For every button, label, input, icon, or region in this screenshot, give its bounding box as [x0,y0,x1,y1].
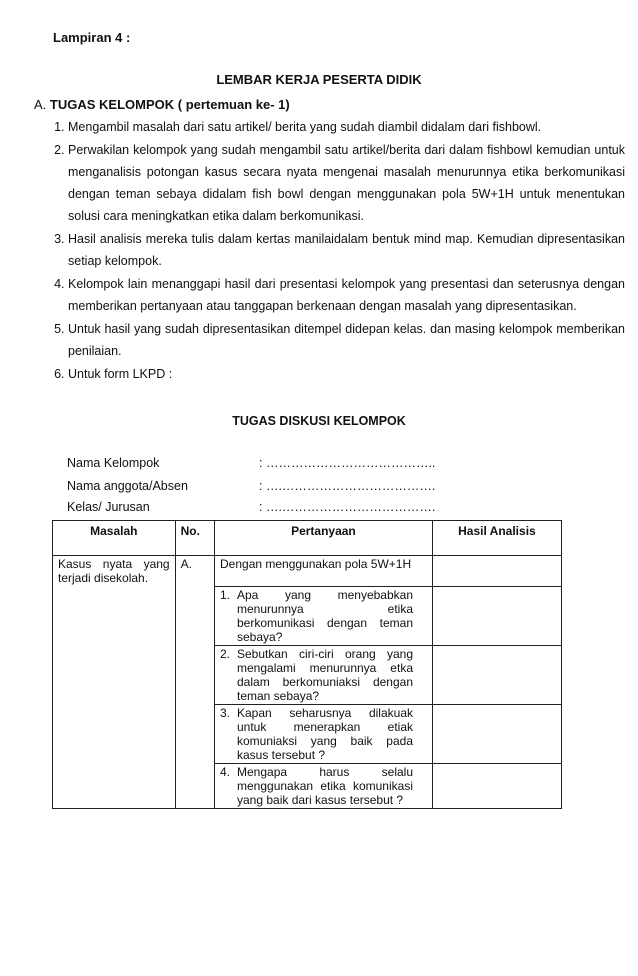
discussion-title: TUGAS DISKUSI KELOMPOK [232,414,406,428]
instruction-item: 1. Mengambil masalah dari satu artikel/ berita yang sudah diambil didalam dari fishbowl. [68,116,625,139]
question-text: Mengapa harus selalu menggunakan etika komunikasi yang baik dari kasus tersebut ? [237,765,413,807]
question-cell [215,587,433,646]
section-heading [34,97,290,112]
form-label: Nama anggota/Absen [67,479,188,493]
question-number: 3. [220,706,231,720]
instruction-list [51,116,625,386]
table-header-row [53,521,562,556]
section-title: TUGAS KELOMPOK ( pertemuan ke- 1) [49,97,290,112]
header-masalah: Masalah [53,521,176,556]
instruction-item: 3. Hasil analisis mereka tulis dalam kertas manilaidalam bentuk mind map. Kemudian dipresentasikan setiap kelompok. [68,228,625,273]
form-value: : ………………………………….. [259,456,436,470]
lkpd-table [52,520,562,809]
answer-cell[interactable] [432,556,561,587]
question-number: 1. [220,588,231,602]
instruction-item: 5. Untuk hasil yang sudah dipresentasikan ditempel didepan kelas. dan masing kelompok memberikan penilaian. [68,318,625,363]
masalah-cell: Kasus nyata yang terjadi disekolah. [53,556,176,809]
form-label: Kelas/ Jurusan [67,500,150,514]
answer-cell[interactable] [432,646,561,705]
table-row [53,556,562,587]
instruction-item: 6. Untuk form LKPD : [68,363,625,386]
question-text: Kapan seharusnya dilakuak untuk menerapkan etiak komuniaksi yang baik pada kasus tersebut ? [237,706,413,762]
question-number: 4. [220,765,231,779]
question-cell [215,646,433,705]
answer-cell[interactable] [432,587,561,646]
lampiran-label: Lampiran 4 : [53,30,131,45]
form-value: : ….………………………………. [259,479,436,493]
form-row-class [67,500,435,514]
question-text: Sebutkan ciri-ciri orang yang mengalami menurunnya etka dalam berkomuniaksi dengan teman sebaya? [237,647,413,703]
form-label: Nama Kelompok [67,456,160,470]
question-cell [215,764,433,809]
answer-cell[interactable] [432,705,561,764]
no-cell: A. [175,556,214,809]
header-no: No. [175,521,214,556]
instruction-item: 2. Perwakilan kelompok yang sudah mengambil satu artikel/berita dari dalam fishbowl kemudian untuk menganalisis potongan kasus secara nyata mengenai masalah menurunnya etika berkomunikasi dengan teman sebaya didalam fish bowl dengan menggunakan pola 5W+1H untuk menentukan solusi cara meningkatkan etika dalam berkomunikasi. [68,139,625,228]
instruction-item: 4. Kelompok lain menanggapi hasil dari presentasi kelompok yang presentasi dan seterusnya dengan memberikan pertanyaan atau tanggapan berkenaan dengan masalah yang dipresentasikan. [68,273,625,318]
answer-cell[interactable] [432,764,561,809]
header-pertanyaan: Pertanyaan [215,521,433,556]
section-prefix: A. [34,97,47,112]
question-cell [215,705,433,764]
document-title: LEMBAR KERJA PESERTA DIDIK [216,72,422,87]
header-hasil-analisis: Hasil Analisis [432,521,561,556]
question-text: Apa yang menyebabkan menurunnya etika berkomunikasi dengan teman sebaya? [237,588,413,644]
form-row-group-name [67,456,435,470]
question-number: 2. [220,647,231,661]
question-intro-cell: Dengan menggunakan pola 5W+1H [215,556,433,587]
form-row-members [67,479,435,493]
form-value: : ….………………………………. [259,500,436,514]
